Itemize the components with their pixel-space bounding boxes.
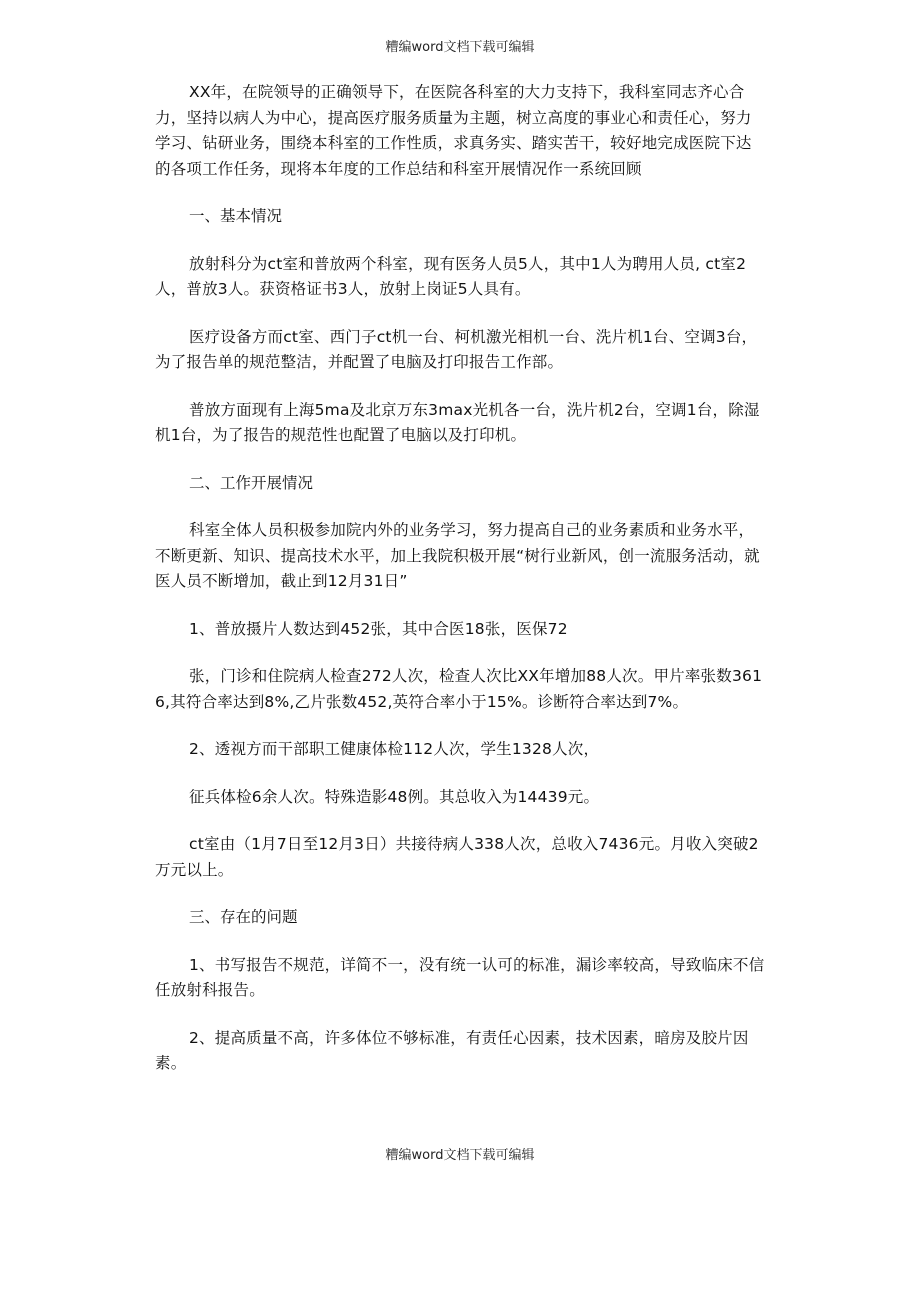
ct-income-paragraph: ct室由（1月7日至12月3日）共接待病人338人次，总收入7436元。月收入突破2万元以上。 bbox=[155, 835, 759, 879]
item-1-paragraph: 1、普放摄片人数达到452张，其中合医18张，医保72 bbox=[189, 619, 568, 638]
document-body bbox=[155, 80, 765, 1099]
item-2-paragraph: 2、透视方而干部职工健康体检112人次，学生1328人次， bbox=[189, 740, 600, 758]
intro-paragraph: XX年，在院领导的正确领导下，在医院各科室的大力支持下，我科室同志齐心合力，坚持以病人为中心，提高医疗服务质量为主题，树立高度的事业心和责任心，努力学习、钻研业务，围绕本科室的工作性质，求真务实、踏实苦干，较好地完成医院下达的各项工作任务，现将本年度的工作总结和科室开展情况作一系统回顾 bbox=[155, 83, 752, 178]
xray-equipment-paragraph: 普放方面现有上海5ma及北京万东3max光机各一台，洗片机2台，空调1台，除湿机1台，为了报告的规范性也配置了电脑以及打印机。 bbox=[155, 400, 760, 444]
problem-1-paragraph: 1、书写报告不规范，详简不一，没有统一认可的标准，漏诊率较高，导致临床不信任放射科报告。 bbox=[155, 955, 765, 999]
item-1-continued-paragraph: 张，门诊和住院病人检查272人次，检查人次比XX年增加88人次。甲片率张数3616,其符合率达到8%,乙片张数452,英符合率小于15%。诊断符合率达到7%。 bbox=[155, 667, 763, 711]
staff-paragraph: 放射科分为ct室和普放两个科室，现有医务人员5人，其中1人为聘用人员, ct室2人，普放3人。获资格证书3人，放射上岗证5人具有。 bbox=[155, 254, 747, 298]
page-header: 糟编word文档下载可编辑 bbox=[385, 40, 535, 55]
item-2-continued-paragraph: 征兵体检6余人次。特殊造影48例。其总收入为14439元。 bbox=[189, 787, 600, 806]
section-heading-basic: 一、基本情况 bbox=[189, 207, 283, 225]
page-footer: 糟编word文档下载可编辑 bbox=[385, 1148, 535, 1163]
problem-2-paragraph: 2、提高质量不高，许多体位不够标准，有责任心因素，技术因素，暗房及胶片因素。 bbox=[155, 1028, 749, 1072]
study-paragraph: 科室全体人员积极参加院内外的业务学习，努力提高自己的业务素质和业务水平，不断更新、知识、提高技术水平，加上我院积极开展“树行业新风，创一流服务活动，就医人员不断增加，截止到12月31日” bbox=[155, 521, 760, 590]
ct-equipment-paragraph: 医疗设备方而ct室、西门子ct机一台、柯机激光相机一台、洗片机1台、空调3台，为了报告单的规范整洁，并配置了电脑及打印报告工作部。 bbox=[155, 327, 758, 371]
section-heading-work: 二、工作开展情况 bbox=[189, 473, 314, 492]
section-heading-problems: 三、存在的问题 bbox=[189, 908, 298, 926]
